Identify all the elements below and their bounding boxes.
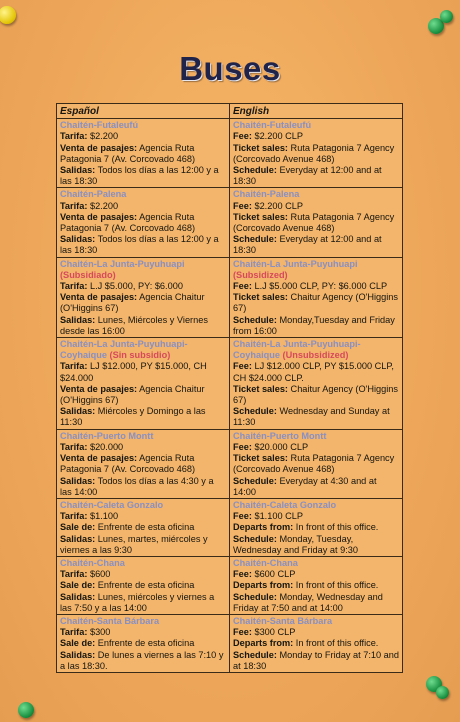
line-text: L.J $5.000 CLP, PY: $6.000 CLP (251, 281, 388, 292)
green-pushpin-icon (440, 10, 453, 23)
line-label: Tarifa: (60, 627, 88, 638)
line-label: Ticket sales: (233, 142, 288, 153)
cell-spanish (57, 498, 230, 556)
schedule-line (233, 522, 400, 533)
route-heading (60, 259, 227, 281)
line-text: $600 CLP (251, 569, 296, 580)
schedule-line (60, 522, 227, 533)
route-heading (233, 189, 400, 200)
line-label: Tarifa: (60, 569, 88, 580)
schedule-line (233, 281, 400, 292)
line-text: L.J $5.000, PY: $6.000 (87, 281, 183, 292)
line-label: Schedule: (233, 234, 277, 245)
line-label: Fee: (233, 131, 252, 142)
line-label: Venta de pasajes: (60, 383, 138, 394)
schedule-line (233, 212, 400, 234)
line-label: Tarifa: (60, 511, 88, 522)
schedule-line (60, 143, 227, 165)
schedule-line (60, 292, 227, 314)
line-text: Enfrente de esta oficina (95, 638, 195, 649)
line-text: Wednesday and Sunday at 11:30 (233, 406, 390, 428)
schedule-line (60, 580, 227, 591)
schedule-line (60, 165, 227, 187)
line-text: LJ $12.000 CLP, PY $15.000 CLP, CH $24.000 CLP. (233, 361, 394, 383)
table-row (57, 119, 403, 188)
line-text: Enfrente de esta oficina (95, 522, 195, 533)
schedule-line (233, 406, 400, 428)
line-label: Venta de pasajes: (60, 453, 138, 464)
line-text: $1.100 CLP (251, 511, 303, 522)
line-text: Todos los días a las 4:30 y a las 14:00 (60, 475, 214, 497)
line-label: Fee: (233, 441, 252, 452)
schedule-line (60, 592, 227, 614)
line-text: Ruta Patagonia 7 Agency (Corcovado Avenue 468) (233, 142, 395, 164)
schedule-line (233, 650, 400, 672)
line-label: Ticket sales: (233, 453, 288, 464)
route-name: Chaitén-Santa Bárbara (60, 615, 160, 626)
subsidy-note: (Sin subsidio) (109, 350, 171, 361)
table-row (57, 429, 403, 498)
schedule-line (233, 315, 400, 337)
line-text: De lunes a viernes a las 7:10 y a las 18:30. (60, 649, 224, 671)
route-heading (60, 500, 227, 511)
schedule-line (60, 234, 227, 256)
route-heading (60, 431, 227, 442)
line-text: $2.200 CLP (251, 200, 303, 211)
schedule-line (233, 638, 400, 649)
line-label: Fee: (233, 200, 252, 211)
route-name: Chaitén-Caleta Gonzalo (233, 499, 337, 510)
route-name: Chaitén-Chana (233, 557, 298, 568)
schedule-line (233, 627, 400, 638)
route-heading (233, 500, 400, 511)
column-header-spanish: Español (57, 104, 230, 119)
line-label: Tarifa: (60, 131, 88, 142)
route-heading (60, 558, 227, 569)
line-text: Monday,Tuesday and Friday from 16:00 (233, 314, 395, 336)
table-header-row (57, 104, 403, 119)
green-pushpin-icon (436, 686, 449, 699)
schedule-line (60, 511, 227, 522)
route-name: Chaitén-Palena (60, 189, 127, 200)
line-label: Schedule: (233, 591, 277, 602)
route-heading (60, 189, 227, 200)
line-label: Venta de pasajes: (60, 211, 138, 222)
line-text: $1.100 (87, 511, 119, 522)
line-text: Agencia Chaitur (O'Higgins 67) (60, 383, 205, 406)
schedule-line (60, 361, 227, 383)
route-heading (233, 120, 400, 131)
line-label: Ticket sales: (233, 383, 288, 394)
line-label: Tarifa: (60, 441, 88, 452)
line-label: Departs from: (233, 580, 294, 591)
line-text: Lunes, Miércoles y Viernes desde las 16:00 (60, 314, 208, 336)
subsidy-note: (Unsubsidized) (282, 350, 349, 361)
schedule-line (233, 143, 400, 165)
route-name: Chaitén-Futaleufú (233, 120, 312, 131)
cell-english (230, 338, 403, 430)
line-text: $2.200 (87, 200, 119, 211)
route-name: Chaitén-Caleta Gonzalo (60, 499, 164, 510)
schedule-line (60, 569, 227, 580)
schedule-line (60, 131, 227, 142)
line-text: LJ $12.000, PY $15.000, CH $24.000 (60, 361, 207, 383)
cell-english (230, 614, 403, 672)
line-label: Departs from: (233, 522, 294, 533)
bus-schedule-table (56, 103, 403, 673)
route-heading (60, 616, 227, 627)
route-heading (233, 558, 400, 569)
line-text: In front of this office. (293, 522, 379, 533)
schedule-line (233, 569, 400, 580)
line-label: Schedule: (233, 649, 277, 660)
schedule-line (60, 650, 227, 672)
line-label: Venta de pasajes: (60, 292, 138, 303)
schedule-line (233, 292, 400, 314)
line-label: Ticket sales: (233, 292, 288, 303)
table-row (57, 338, 403, 430)
route-name: Chaitén-Puerto Montt (233, 430, 327, 441)
green-pushpin-icon (18, 702, 34, 718)
schedule-line (60, 212, 227, 234)
page-title: Buses (179, 50, 281, 87)
route-name: Chaitén-La Junta-Puyuhuapi-Coyhaique (233, 339, 361, 361)
subsidy-note: (Subsidized) (233, 269, 288, 280)
schedule-line (233, 131, 400, 142)
schedule-line (60, 476, 227, 498)
schedule-line (60, 201, 227, 212)
line-text: $2.200 (87, 131, 119, 142)
schedule-line (60, 442, 227, 453)
line-label: Salidas: (60, 314, 96, 325)
cell-english (230, 556, 403, 614)
line-label: Ticket sales: (233, 211, 288, 222)
route-name: Chaitén-Futaleufú (60, 120, 139, 131)
route-heading (60, 120, 227, 131)
table-row (57, 614, 403, 672)
schedule-line (60, 534, 227, 556)
line-text: Chaitur Agency (O'Higgins 67) (233, 383, 399, 406)
route-heading (233, 431, 400, 442)
schedule-line (60, 638, 227, 649)
table-row (57, 556, 403, 614)
line-text: In front of this office. (293, 580, 379, 591)
line-text: Lunes, miércoles y viernes a las 7:50 y a las 14:00 (60, 591, 215, 613)
line-label: Sale de: (60, 638, 96, 649)
line-label: Schedule: (233, 406, 277, 417)
line-text: Miércoles y Domingo a las 11:30 (60, 406, 206, 428)
schedule-line (233, 234, 400, 256)
schedule-line (233, 511, 400, 522)
line-text: $20.000 (87, 441, 124, 452)
schedule-line (233, 592, 400, 614)
schedule-line (60, 384, 227, 406)
schedule-line (60, 627, 227, 638)
cell-spanish (57, 119, 230, 188)
schedule-rows (57, 119, 403, 673)
cell-spanish (57, 614, 230, 672)
cell-english (230, 188, 403, 257)
schedule-line (233, 442, 400, 453)
cell-spanish (57, 338, 230, 430)
route-name: Chaitén-Santa Bárbara (233, 615, 333, 626)
line-label: Salidas: (60, 649, 96, 660)
line-text: Lunes, martes, miércoles y viernes a las 9:30 (60, 533, 208, 555)
line-label: Salidas: (60, 406, 96, 417)
line-text: In front of this office. (293, 638, 379, 649)
line-label: Salidas: (60, 234, 96, 245)
line-text: Chaitur Agency (O'Higgins 67) (233, 292, 399, 314)
schedule-line (60, 406, 227, 428)
schedule-line (233, 361, 400, 383)
cell-spanish (57, 257, 230, 337)
line-text: Agencia Ruta Patagonia 7 (Av. Corcovado 468) (60, 453, 196, 475)
line-label: Schedule: (233, 533, 277, 544)
line-text: Everyday at 4:30 and at 14:00 (233, 475, 377, 497)
table-row (57, 498, 403, 556)
line-text: $2.200 CLP (251, 131, 303, 142)
route-heading (60, 339, 227, 361)
line-label: Sale de: (60, 522, 96, 533)
line-label: Fee: (233, 281, 252, 292)
line-label: Schedule: (233, 165, 277, 176)
line-text: $300 (87, 627, 111, 638)
line-text: Monday, Wednesday and Friday at 7:50 and at 14:00 (233, 591, 383, 613)
cell-spanish (57, 429, 230, 498)
line-text: Everyday at 12:00 and at 18:30 (233, 234, 382, 256)
route-heading (233, 259, 400, 281)
line-text: $300 CLP (251, 627, 296, 638)
line-text: Todos los días a las 12:00 y a las 18:30 (60, 165, 219, 187)
cell-english (230, 429, 403, 498)
line-label: Tarifa: (60, 281, 88, 292)
schedule-line (233, 165, 400, 187)
schedule-line (233, 453, 400, 475)
line-label: Tarifa: (60, 200, 88, 211)
line-text: Agencia Ruta Patagonia 7 (Av. Corcovado 468) (60, 142, 196, 164)
line-text: Enfrente de esta oficina (95, 580, 195, 591)
cell-spanish (57, 188, 230, 257)
line-text: $600 (87, 569, 111, 580)
schedule-line (233, 201, 400, 212)
line-text: Monday, Tuesday, Wednesday and Friday at 9:30 (233, 533, 358, 555)
line-label: Fee: (233, 361, 252, 372)
line-text: Agencia Ruta Patagonia 7 (Av. Corcovado 468) (60, 211, 196, 234)
schedule-line (233, 384, 400, 406)
schedule-line (233, 534, 400, 556)
line-label: Venta de pasajes: (60, 142, 138, 153)
route-name: Chaitén-Palena (233, 189, 300, 200)
route-name: Chaitén-La Junta-Puyuhuapi (60, 258, 185, 269)
route-name: Chaitén-La Junta-Puyuhuapi-Coyhaique (60, 339, 188, 361)
cell-english (230, 257, 403, 337)
line-label: Salidas: (60, 533, 96, 544)
route-name: Chaitén-La Junta-Puyuhuapi (233, 258, 358, 269)
line-text: Todos los días a las 12:00 y a las 18:30 (60, 234, 219, 256)
line-label: Schedule: (233, 475, 277, 486)
line-label: Salidas: (60, 165, 96, 176)
line-label: Fee: (233, 627, 252, 638)
route-heading (233, 339, 400, 361)
subsidy-note: (Subsidiado) (60, 269, 116, 280)
line-label: Salidas: (60, 475, 96, 486)
line-text: Everyday at 12:00 and at 18:30 (233, 165, 382, 187)
line-text: Ruta Patagonia 7 Agency (Corcovado Avenue 468) (233, 211, 395, 234)
schedule-line (60, 315, 227, 337)
line-text: $20.000 CLP (251, 441, 309, 452)
line-label: Departs from: (233, 638, 294, 649)
schedule-line (60, 281, 227, 292)
line-label: Sale de: (60, 580, 96, 591)
route-heading (233, 616, 400, 627)
line-text: Monday to Friday at 7:10 and at 18:30 (233, 649, 399, 671)
cell-spanish (57, 556, 230, 614)
schedule-line (233, 580, 400, 591)
table-row (57, 257, 403, 337)
line-text: Ruta Patagonia 7 Agency (Corcovado Avenue 468) (233, 453, 395, 475)
schedule-line (233, 476, 400, 498)
schedule-line (60, 453, 227, 475)
line-label: Fee: (233, 511, 252, 522)
line-label: Schedule: (233, 314, 277, 325)
cell-english (230, 498, 403, 556)
line-text: Agencia Chaitur (O'Higgins 67) (60, 292, 205, 314)
column-header-english: English (230, 104, 403, 119)
route-name: Chaitén-Puerto Montt (60, 430, 154, 441)
table-row (57, 188, 403, 257)
line-label: Fee: (233, 569, 252, 580)
line-label: Salidas: (60, 591, 96, 602)
cell-english (230, 119, 403, 188)
line-label: Tarifa: (60, 361, 88, 372)
route-name: Chaitén-Chana (60, 557, 125, 568)
